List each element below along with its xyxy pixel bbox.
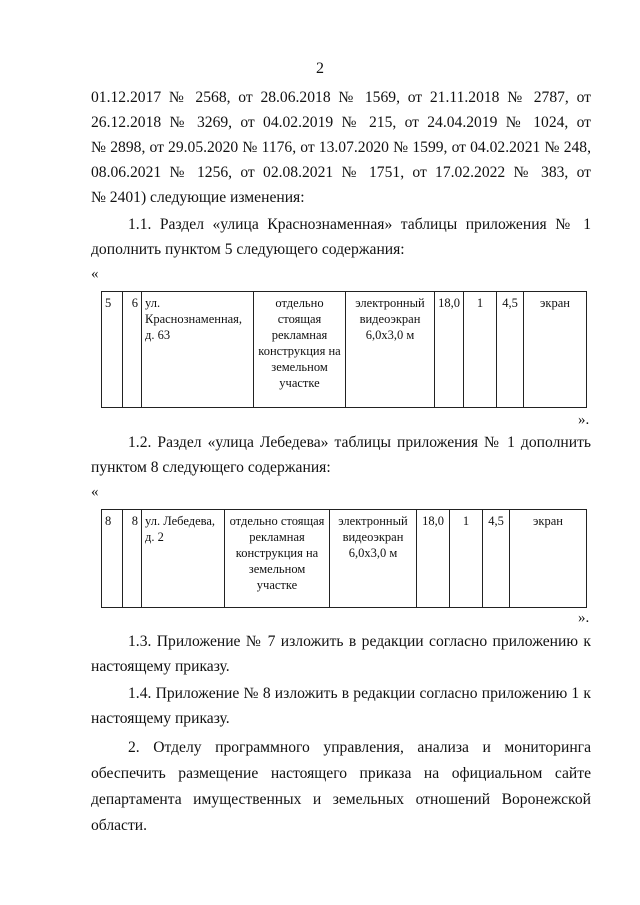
table-cell: 18,0	[417, 510, 450, 608]
table-cell: 8	[102, 510, 123, 608]
item-1-1-line-1: 1.1. Раздел «улица Краснознаменная» таблицы приложения № 1	[128, 216, 591, 233]
item-1-2-line-1: 1.2. Раздел «улица Лебедева» таблицы приложения № 1 дополнить	[128, 434, 591, 451]
text-line-1: 01.12.2017 № 2568, от 28.06.2018 № 1569, от 21.11.2018 № 2787, от	[91, 89, 591, 106]
table-cell: электронный видеоэкран 6,0х3,0 м	[346, 292, 435, 408]
item-1-3-line-2: настоящему приказу.	[91, 658, 230, 675]
table1-close-quote: ».	[578, 412, 590, 428]
table-cell: 4,5	[483, 510, 510, 608]
item-2-line-4: области.	[91, 817, 148, 834]
table-cell: экран	[510, 510, 587, 608]
page-number: 2	[316, 60, 324, 77]
text-line-5: № 2401) следующие изменения:	[91, 189, 305, 206]
table-cell: 8	[123, 510, 142, 608]
item-2-line-2: обеспечить размещение настоящего приказа на официальном сайте	[91, 765, 591, 782]
table-2	[101, 509, 587, 608]
text-line-4: 08.06.2021 № 1256, от 02.08.2021 № 1751, от 17.02.2022 № 383, от	[91, 164, 591, 181]
table-cell: 18,0	[435, 292, 464, 408]
table2-close-quote: ».	[578, 610, 590, 626]
item-1-2-line-2: пунктом 8 следующего содержания:	[91, 459, 331, 476]
table-cell: отдельно стоящая рекламная конструкция на земельном участке	[225, 510, 330, 608]
table-cell: ул. Краснознаменная, д. 63	[142, 292, 254, 408]
table-cell: экран	[524, 292, 587, 408]
table-cell: 1	[450, 510, 483, 608]
table-cell: 5	[102, 292, 123, 408]
table1-open-quote: «	[91, 266, 99, 282]
table2-open-quote: «	[91, 484, 99, 500]
table-cell: электронный видеоэкран 6,0х3,0 м	[330, 510, 417, 608]
text-line-2: 26.12.2018 № 3269, от 04.02.2019 № 215, от 24.04.2019 № 1024, от	[91, 114, 591, 131]
item-1-4-line-2: настоящему приказу.	[91, 710, 230, 727]
item-1-4-line-1: 1.4. Приложение № 8 изложить в редакции согласно приложению 1 к	[128, 685, 591, 702]
item-1-3-line-1: 1.3. Приложение № 7 изложить в редакции согласно приложению к	[128, 633, 591, 650]
table-1	[101, 291, 587, 408]
table-cell: ул. Лебедева, д. 2	[142, 510, 225, 608]
table-cell: 6	[123, 292, 142, 408]
table-row	[102, 292, 587, 408]
table-cell: 1	[464, 292, 497, 408]
item-2-line-1: 2. Отделу программного управления, анализа и мониторинга	[128, 739, 591, 756]
text-line-3: № 2898, от 29.05.2020 № 1176, от 13.07.2020 № 1599, от 04.02.2021 № 248,	[91, 139, 591, 156]
item-1-1-line-2: дополнить пунктом 5 следующего содержания:	[91, 241, 405, 258]
item-2-line-3: департамента имущественных и земельных отношений Воронежской	[91, 791, 591, 808]
table-cell: 4,5	[497, 292, 524, 408]
table-cell: отдельно стоящая рекламная конструкция на земельном участке	[254, 292, 346, 408]
table-row	[102, 510, 587, 608]
